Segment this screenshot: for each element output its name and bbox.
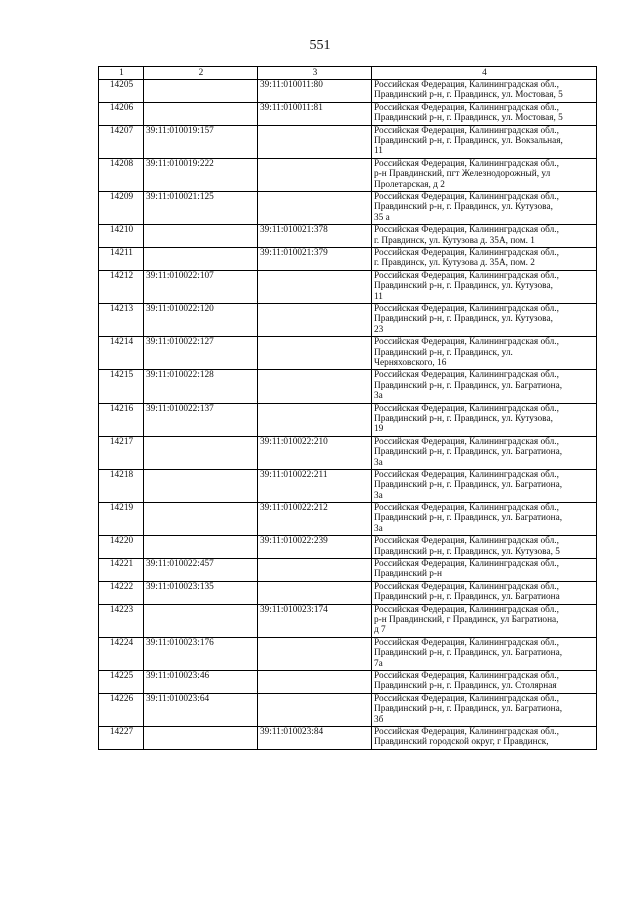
address-cell <box>372 303 597 336</box>
table-row <box>99 247 597 270</box>
address-line: Российская Федерация, Калининградская обл., <box>374 337 559 348</box>
address-cell <box>372 536 597 559</box>
cadastral-number-land <box>144 247 258 270</box>
cadastral-number-building <box>258 191 372 224</box>
address-line: 11 <box>374 146 383 157</box>
row-number: 14224 <box>99 637 144 670</box>
address-line: 3а <box>374 523 383 534</box>
table-row <box>99 158 597 191</box>
table-row <box>99 503 597 536</box>
address-line: Правдинский р-н, г. Правдинск, ул. Мостовая, 5 <box>374 90 563 101</box>
column-header-4: 4 <box>372 67 597 80</box>
table-row <box>99 727 597 750</box>
cadastral-number-building <box>258 270 372 303</box>
address-line: 23 <box>374 324 384 335</box>
row-number: 14211 <box>99 247 144 270</box>
row-number: 14217 <box>99 436 144 469</box>
cadastral-number-land <box>144 469 258 502</box>
cadastral-number-land <box>144 727 258 750</box>
cadastral-number-building <box>258 559 372 582</box>
row-number: 14210 <box>99 225 144 248</box>
address-cell <box>372 581 597 604</box>
address-line: Правдинский р-н, г. Правдинск, ул. Кутузова, <box>374 314 553 325</box>
address-line: Российская Федерация, Калининградская обл., <box>374 693 559 704</box>
table-row <box>99 536 597 559</box>
address-line: Российская Федерация, Калининградская обл., <box>374 604 559 615</box>
address-line: Российская Федерация, Калининградская обл., <box>374 225 559 236</box>
address-line: г. Правдинск, ул. Кутузова д. 35А, пом. 1 <box>374 235 535 246</box>
address-cell <box>372 671 597 694</box>
address-line: 35 а <box>374 212 390 223</box>
address-line: Правдинский р-н <box>374 569 442 580</box>
address-cell <box>372 158 597 191</box>
address-cell <box>372 370 597 403</box>
cadastral-number-land: 39:11:010023:135 <box>144 581 258 604</box>
cadastral-number-building: 39:11:010023:84 <box>258 727 372 750</box>
row-number: 14225 <box>99 671 144 694</box>
cadastral-number-land: 39:11:010019:157 <box>144 125 258 158</box>
address-line: Российская Федерация, Калининградская обл., <box>374 125 559 136</box>
address-line: р-н Правдинский, г Правдинск, ул Багратиона, <box>374 615 559 626</box>
address-cell <box>372 337 597 370</box>
address-line: Российская Федерация, Калининградская обл., <box>374 403 559 414</box>
cadastral-number-building <box>258 337 372 370</box>
address-line: Российская Федерация, Калининградская обл., <box>374 303 559 314</box>
address-line: Правдинский р-н, г. Правдинск, ул. Багратиона, <box>374 447 563 458</box>
address-line: Российская Федерация, Калининградская обл., <box>374 559 559 570</box>
address-line: Правдинский р-н, г. Правдинск, ул. Багратиона, <box>374 704 563 715</box>
address-line: 3а <box>374 457 383 468</box>
row-number: 14218 <box>99 469 144 502</box>
address-line: Российская Федерация, Калининградская обл., <box>374 370 559 381</box>
cadastral-number-building <box>258 403 372 436</box>
row-number: 14227 <box>99 727 144 750</box>
row-number: 14206 <box>99 102 144 125</box>
address-line: Правдинский р-н, г. Правдинск, ул. Багратиона, <box>374 380 563 391</box>
address-line: Правдинский р-н, г. Правдинск, ул. Столярная <box>374 681 557 692</box>
cadastral-number-building: 39:11:010023:174 <box>258 604 372 637</box>
address-line: д 7 <box>374 625 386 636</box>
address-line: Правдинский р-н, г. Правдинск, ул. Багратиона, <box>374 513 563 524</box>
cadastral-number-building: 39:11:010021:379 <box>258 247 372 270</box>
row-number: 14212 <box>99 270 144 303</box>
row-number: 14208 <box>99 158 144 191</box>
address-line: г. Правдинск, ул. Кутузова д. 35А, пом. 2 <box>374 258 535 269</box>
cadastral-number-land: 39:11:010023:46 <box>144 671 258 694</box>
address-cell <box>372 436 597 469</box>
cadastral-number-land <box>144 503 258 536</box>
cadastral-number-land: 39:11:010022:120 <box>144 303 258 336</box>
column-header-2: 2 <box>144 67 258 80</box>
table-row <box>99 559 597 582</box>
address-line: Правдинский р-н, г. Правдинск, ул. Багратиона, <box>374 648 563 659</box>
row-number: 14226 <box>99 693 144 726</box>
address-line: Российская Федерация, Калининградская обл., <box>374 536 559 547</box>
address-cell <box>372 403 597 436</box>
row-number: 14209 <box>99 191 144 224</box>
column-header-1: 1 <box>99 67 144 80</box>
address-cell <box>372 102 597 125</box>
table-row <box>99 303 597 336</box>
cadastral-number-land: 39:11:010022:137 <box>144 403 258 436</box>
cadastral-number-building <box>258 370 372 403</box>
row-number: 14205 <box>99 80 144 103</box>
row-number: 14221 <box>99 559 144 582</box>
address-cell <box>372 637 597 670</box>
row-number: 14220 <box>99 536 144 559</box>
table-row <box>99 436 597 469</box>
table-row <box>99 337 597 370</box>
cadastral-number-land: 39:11:010019:222 <box>144 158 258 191</box>
row-number: 14219 <box>99 503 144 536</box>
cadastral-number-building <box>258 581 372 604</box>
address-line: Российская Федерация, Калининградская обл., <box>374 270 559 281</box>
address-line: Правдинский р-н, г. Правдинск, ул. Кутузова, <box>374 281 553 292</box>
address-line: 3б <box>374 714 384 725</box>
cadastral-number-building: 39:11:010022:210 <box>258 436 372 469</box>
cadastral-number-building <box>258 671 372 694</box>
cadastral-number-land: 39:11:010021:125 <box>144 191 258 224</box>
cadastral-number-land: 39:11:010022:127 <box>144 337 258 370</box>
registry-table <box>98 66 597 750</box>
cadastral-number-building: 39:11:010022:239 <box>258 536 372 559</box>
cadastral-number-land: 39:11:010023:176 <box>144 637 258 670</box>
row-number: 14222 <box>99 581 144 604</box>
cadastral-number-land: 39:11:010022:107 <box>144 270 258 303</box>
address-cell <box>372 270 597 303</box>
row-number: 14207 <box>99 125 144 158</box>
cadastral-number-building: 39:11:010011:81 <box>258 102 372 125</box>
row-number: 14213 <box>99 303 144 336</box>
address-line: Правдинский р-н, г. Правдинск, ул. Кутузова, <box>374 202 553 213</box>
address-line: Черняховского, 16 <box>374 357 447 368</box>
address-line: Правдинский городской округ, г Правдинск, <box>374 737 549 748</box>
cadastral-number-land: 39:11:010022:457 <box>144 559 258 582</box>
address-cell <box>372 125 597 158</box>
table-header-row <box>99 67 597 80</box>
cadastral-number-land <box>144 536 258 559</box>
table-row <box>99 270 597 303</box>
address-cell <box>372 191 597 224</box>
cadastral-number-building: 39:11:010022:212 <box>258 503 372 536</box>
table-row <box>99 469 597 502</box>
page-number: 551 <box>309 38 331 53</box>
address-line: Российская Федерация, Калининградская обл., <box>374 671 559 682</box>
address-cell <box>372 247 597 270</box>
table-row <box>99 604 597 637</box>
cadastral-number-land <box>144 225 258 248</box>
cadastral-number-land <box>144 604 258 637</box>
address-cell <box>372 225 597 248</box>
address-line: Пролетарская, д 2 <box>374 179 445 190</box>
table-row <box>99 403 597 436</box>
row-number: 14223 <box>99 604 144 637</box>
table-row <box>99 225 597 248</box>
address-line: Российская Федерация, Калининградская обл., <box>374 191 559 202</box>
address-cell <box>372 469 597 502</box>
address-line: 19 <box>374 424 384 435</box>
row-number: 14214 <box>99 337 144 370</box>
address-line: 3а <box>374 391 383 402</box>
cadastral-number-building: 39:11:010022:211 <box>258 469 372 502</box>
address-line: 11 <box>374 291 383 302</box>
row-number: 14216 <box>99 403 144 436</box>
address-line: Правдинский р-н, г. Правдинск, ул. <box>374 347 513 358</box>
table-row <box>99 637 597 670</box>
address-line: Правдинский р-н, г. Правдинск, ул. Багратиона, <box>374 480 563 491</box>
cadastral-number-building <box>258 125 372 158</box>
address-line: Правдинский р-н, г. Правдинск, ул. Кутузова, <box>374 413 553 424</box>
cadastral-number-building: 39:11:010011:80 <box>258 80 372 103</box>
column-header-3: 3 <box>258 67 372 80</box>
cadastral-number-land <box>144 436 258 469</box>
cadastral-number-land: 39:11:010022:128 <box>144 370 258 403</box>
table-row <box>99 102 597 125</box>
address-line: Российская Федерация, Калининградская обл., <box>374 581 559 592</box>
address-cell <box>372 503 597 536</box>
address-cell <box>372 604 597 637</box>
address-cell <box>372 693 597 726</box>
cadastral-number-land <box>144 102 258 125</box>
address-line: Российская Федерация, Калининградская обл., <box>374 247 559 258</box>
address-line: Российская Федерация, Калининградская обл., <box>374 469 559 480</box>
address-line: Российская Федерация, Калининградская обл., <box>374 80 559 90</box>
address-line: Российская Федерация, Калининградская обл., <box>374 637 559 648</box>
address-line: Правдинский р-н, г. Правдинск, ул. Кутузова, 5 <box>374 546 560 557</box>
address-line: Правдинский р-н, г. Правдинск, ул. Багратиона <box>374 592 560 603</box>
address-line: р-н Правдинский, пгт Железнодорожный, ул <box>374 169 551 180</box>
cadastral-number-land <box>144 80 258 103</box>
address-line: Российская Федерация, Калининградская обл., <box>374 727 559 737</box>
cadastral-number-building <box>258 693 372 726</box>
registry-table-body <box>99 67 597 750</box>
table-row <box>99 671 597 694</box>
cadastral-number-building: 39:11:010021:378 <box>258 225 372 248</box>
address-line: 3а <box>374 490 383 501</box>
table-row <box>99 693 597 726</box>
table-row <box>99 581 597 604</box>
cadastral-number-land: 39:11:010023:64 <box>144 693 258 726</box>
cadastral-number-building <box>258 158 372 191</box>
table-row <box>99 191 597 224</box>
table-row <box>99 125 597 158</box>
address-cell <box>372 559 597 582</box>
address-line: Российская Федерация, Калининградская обл., <box>374 102 559 113</box>
address-line: Правдинский р-н, г. Правдинск, ул. Мостовая, 5 <box>374 113 563 124</box>
address-line: Российская Федерация, Калининградская обл., <box>374 158 559 169</box>
address-line: 7а <box>374 658 383 669</box>
row-number: 14215 <box>99 370 144 403</box>
address-line: Правдинский р-н, г. Правдинск, ул. Вокзальная, <box>374 136 563 146</box>
address-line: Российская Федерация, Калининградская обл., <box>374 503 559 514</box>
cadastral-number-building <box>258 303 372 336</box>
cadastral-number-building <box>258 637 372 670</box>
address-line: Российская Федерация, Калининградская обл., <box>374 436 559 447</box>
table-row <box>99 80 597 103</box>
address-cell <box>372 80 597 103</box>
table-row <box>99 370 597 403</box>
address-cell <box>372 727 597 750</box>
